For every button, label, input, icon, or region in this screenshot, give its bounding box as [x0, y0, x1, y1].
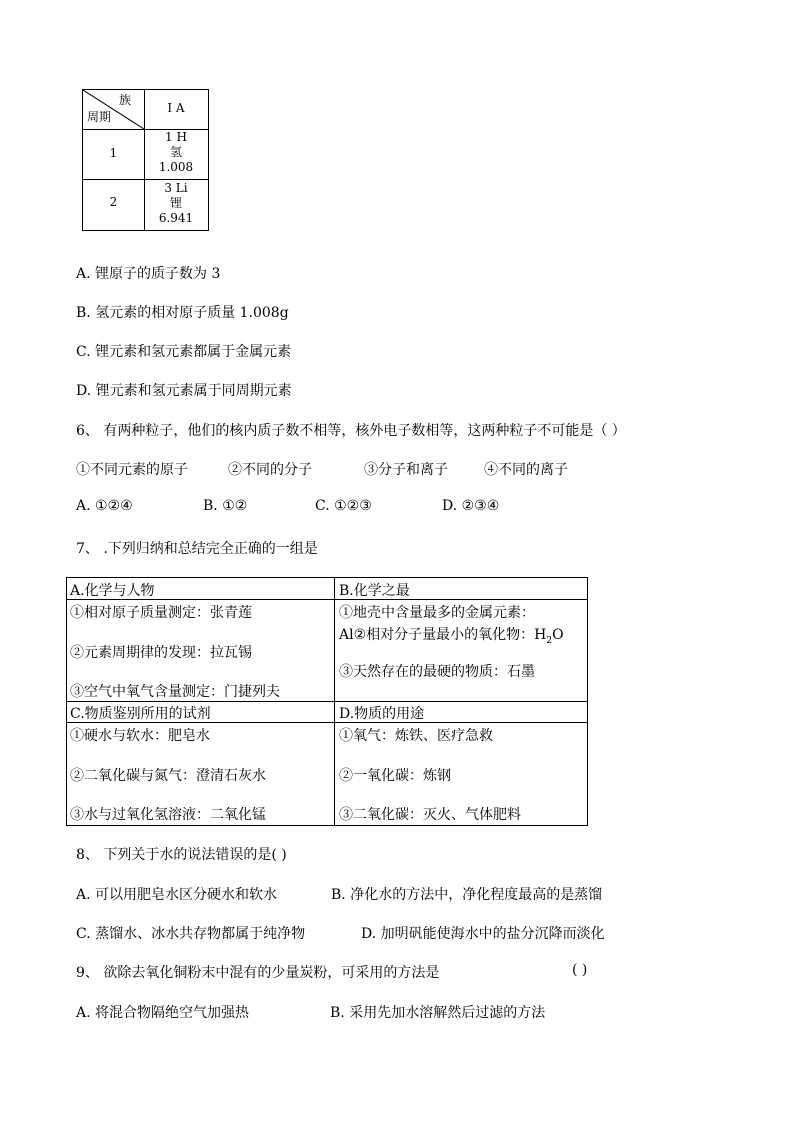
cell-a-line: ②元素周期律的发现：拉瓦锡 — [70, 645, 252, 661]
element-name: 锂 — [169, 196, 182, 210]
cell-d-line: ②一氧化碳：炼钢 — [339, 768, 451, 784]
q8-option-c: C. 蒸馏水、冰水共存物都属于纯净物 — [76, 926, 306, 942]
periodic-table-fragment — [82, 89, 209, 231]
element-number-symbol: 3 Li — [164, 181, 188, 195]
header-period: 周期 — [87, 110, 112, 124]
cell-b-line-text: O — [552, 627, 564, 643]
cell-d-line: ③二氧化碳：灭火、气体肥料 — [339, 807, 521, 823]
element-name: 氢 — [169, 145, 182, 159]
element-number-symbol: 1 H — [165, 130, 187, 144]
summary-table — [66, 577, 588, 826]
element-cell — [144, 130, 208, 175]
q9-option-b: B. 采用先加水溶解然后过滤的方法 — [330, 1005, 546, 1021]
q9-answer-paren: ( ) — [572, 962, 588, 978]
table-divider — [67, 701, 587, 702]
q8-option-d: D. 加明矾能使海水中的盐分沉降而淡化 — [361, 926, 605, 942]
q6-item: ④不同的离子 — [484, 462, 568, 478]
q5-option-d: D. 锂元素和氢元素属于同周期元素 — [76, 383, 292, 399]
q8-option-a: A. 可以用肥皂水区分硬水和软水 — [76, 887, 278, 903]
q6-item: ①不同元素的原子 — [76, 462, 188, 478]
period-number: 1 — [109, 146, 118, 160]
cell-a-line: ③空气中氧气含量测定：门捷列夫 — [70, 684, 280, 700]
element-cell — [144, 181, 208, 226]
cell-a-line: ①相对原子质量测定：张青莲 — [70, 605, 252, 621]
cell-c-line: ③水与过氧化氢溶液：二氧化锰 — [70, 807, 266, 823]
header-group: 族 — [119, 93, 132, 107]
element-mass: 6.941 — [158, 211, 194, 225]
q6-stem: 6、 有两种粒子，他们的核内质子数不相等，核外电子数相等，这两种粒子不可能是（ ） — [76, 423, 626, 439]
q6-option-c: C. ①②③ — [315, 498, 372, 514]
cell-c-title: C.物质鉴别所用的试剂 — [70, 706, 211, 722]
cell-b-line: ③天然存在的最硬的物质：石墨 — [339, 664, 535, 680]
cell-d-line: ①氧气：炼铁、医疗急救 — [339, 728, 493, 744]
q6-option-d: D. ②③④ — [442, 498, 500, 514]
q6-option-a: A. ①②④ — [76, 498, 133, 514]
cell-b-title: B.化学之最 — [339, 583, 410, 599]
cell-c-line: ①硬水与软水：肥皂水 — [70, 728, 210, 744]
q8-stem: 8、 下列关于水的说法错误的是( ) — [76, 847, 287, 863]
q5-option-b: B. 氢元素的相对原子质量 1.008g — [76, 305, 289, 321]
q5-option-a: A. 锂原子的质子数为 3 — [76, 266, 221, 282]
cell-b-line — [339, 624, 564, 646]
cell-d-title: D.物质的用途 — [339, 706, 425, 722]
q6-option-b: B. ①② — [203, 498, 248, 514]
q9-stem: 9、 欲除去氧化铜粉末中混有的少量炭粉，可采用的方法是 — [76, 965, 440, 981]
element-mass: 1.008 — [158, 160, 194, 174]
table-divider — [83, 179, 208, 180]
q8-option-b: B. 净化水的方法中，净化程度最高的是蒸馏 — [331, 887, 603, 903]
q9-option-a: A. 将混合物隔绝空气加强热 — [76, 1005, 250, 1021]
q6-item: ③分子和离子 — [364, 462, 448, 478]
cell-b-line: ①地壳中含量最多的金属元素： — [339, 605, 535, 621]
q6-item: ②不同的分子 — [228, 462, 312, 478]
cell-a-title: A.化学与人物 — [70, 583, 155, 599]
period-number: 2 — [109, 195, 118, 209]
q7-stem: 7、 .下列归纳和总结完全正确的一组是 — [76, 541, 318, 557]
subscript: 2 — [546, 635, 553, 646]
group-label: I A — [167, 101, 185, 115]
cell-c-line: ②二氧化碳与氮气：澄清石灰水 — [70, 768, 266, 784]
q5-option-c: C. 锂元素和氢元素都属于金属元素 — [76, 344, 292, 360]
cell-b-line-text: Al②相对分子量最小的氧化物：H — [339, 627, 547, 643]
